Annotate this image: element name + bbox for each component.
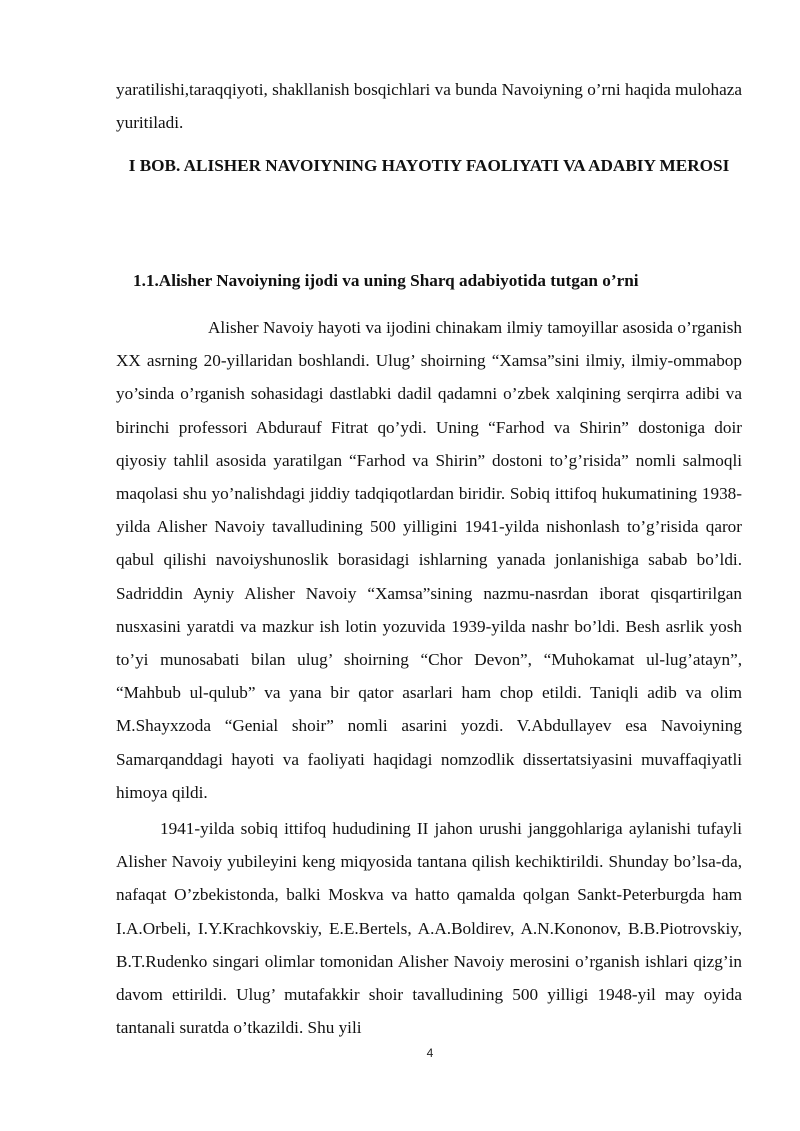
section-heading: 1.1.Alisher Navoiyning ijodi va uning Sharq adabiyotida tutgan o’rni xyxy=(133,271,639,290)
chapter-title: I BOB. ALISHER NAVOIYNING HAYOTIY FAOLIYATI VA ADABIY MEROSI xyxy=(128,156,730,175)
body-paragraph-2: 1941-yilda sobiq ittifoq hududining II jahon urushi janggohlariga aylanishi tufayli Alisher Navoiy yubileyini keng miqyosida tantana qilish kechiktirildi. Shunday bo’lsa-da, nafaqat O’zbekistonda, balki Moskva va hatto qamalda qolgan Sankt-Peterburgda ham I.A.Orbeli, I.Y.Krachkovskiy, E.E.Bertels, A.A.Boldirev, A.N.Kononov, B.B.Piotrovskiy, B.T.Rudenko singari olimlar tomonidan Alisher Navoiy merosini o’rganish ishlari qizg’in davom ettirildi. Ulug’ mutafakkir shoir tavalludining 500 yilligi 1948-yil may oyida tantanali suratda o’tkazildi. Shu yili xyxy=(116,819,742,1038)
page-number: 4 xyxy=(426,1046,434,1060)
intro-text: yaratilishi,taraqqiyoti, shakllanish bosqichlari va bunda Navoiyning o’rni haqida mulohaza yuritiladi. xyxy=(116,80,742,133)
body-paragraph-1: Alisher Navoiy hayoti va ijodini chinakam ilmiy tamoyillar asosida o’rganish XX asrning 20-yillaridan boshlandi. Ulug’ shoirning “Xamsa”sini ilmiy, ilmiy-ommabop yo’sinda o’rganish sohasidagi dastlabki dadil qadamni o’zbek xalqining serqirra adibi va birinchi professori Abdurauf Fitrat qo’ydi. Uning “Farhod va Shirin” dostoniga doir qiyosiy tahlil asosida yaratilgan “Farhod va Shirin” dostoni to’g’risida” nomli salmoqli maqolasi shu yo’nalishdagi jiddiy tadqiqotlardan biridir. Sobiq ittifoq hukumatining 1938-yilda Alisher Navoiy tavalludining 500 yilligini 1941-yilda nishonlash to’g’risida qaror qabul qilishi navoiyshunoslik borasidagi ishlarning yanada jonlanishiga sabab bo’ldi. Sadriddin Ayniy Alisher Navoiy “Xamsa”sining nazmu-nasrdan iborat qisqartirilgan nusxasini yaratdi va mazkur ish lotin yozuvida 1939-yilda nashr bo’ldi. Besh asrlik yosh to’yi munosabati bilan ulug’ shoirning “Chor Devon”, “Muhokamat ul-lug’atayn”, “Mahbub ul-qulub” va yana bir qator asarlari ham chop etildi. Taniqli adib va olim M.Shayxzoda “Genial shoir” nomli asarini yozdi. V.Abdullayev esa Navoiyning Samarqanddagi hayoti va faoliyati haqidagi nomzodlik dissertatsiyasini muvaffaqiyatli himoya qildi. xyxy=(116,318,742,802)
